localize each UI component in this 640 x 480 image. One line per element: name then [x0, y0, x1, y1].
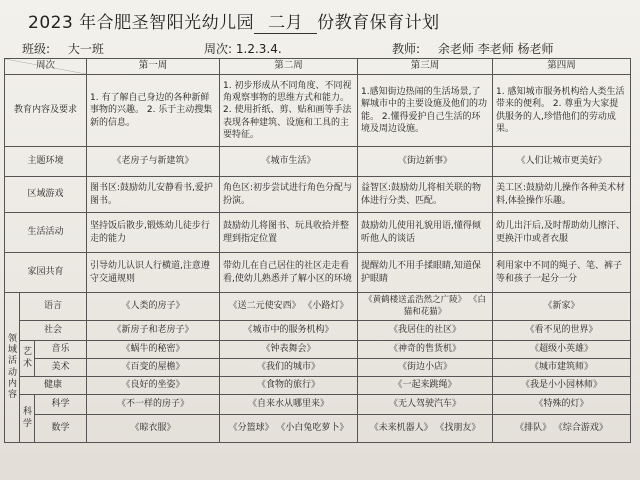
plan-cell: 鼓励幼儿使用礼貌用语,懂得倾听他人的谈话 — [358, 213, 493, 253]
plan-cell: 带幼儿在自己居住的社区走走看看,使幼儿熟悉并了解小区的环境 — [220, 253, 358, 293]
row-label: 主题环境 — [5, 147, 87, 177]
week-info — [204, 40, 282, 57]
week-header: 第二周 — [220, 59, 358, 75]
week-label: 周次: — [204, 42, 233, 56]
plan-cell: 《人类的房子》 — [87, 293, 220, 321]
subject-label: 音乐 — [35, 341, 87, 359]
class-value: 大一班 — [67, 42, 104, 56]
plan-cell: 《良好的坐姿》 — [87, 377, 220, 395]
row-label: 生活活动 — [5, 213, 87, 253]
plan-cell: 《城市中的服务机构》 — [220, 321, 358, 341]
plan-cell: 幼儿出汗后,及时帮助幼儿擦汗、更换汗巾或者衣服 — [493, 213, 631, 253]
table-row — [5, 377, 631, 395]
week-value: 1.2.3.4. — [235, 42, 282, 56]
plan-cell: 益智区:鼓励幼儿将相关联的物体进行分类、匹配。 — [358, 177, 493, 213]
plan-cell: 引导幼儿认识人行横道,注意遵守交通规则 — [87, 253, 220, 293]
teacher-label: 教师: — [392, 42, 421, 56]
row-label: 家园共育 — [5, 253, 87, 293]
subject-label: 健康 — [20, 377, 87, 395]
subject-label: 数学 — [35, 415, 87, 443]
plan-cell: 《排队》 《综合游戏》 — [493, 415, 631, 443]
plan-cell: 《街边新事》 — [358, 147, 493, 177]
week-header: 第四周 — [493, 59, 631, 75]
subject-label: 科学 — [35, 395, 87, 415]
table-row — [5, 341, 631, 359]
plan-cell: 角色区:初步尝试进行角色分配与扮演。 — [220, 177, 358, 213]
plan-cell: 《送二元使安西》 《小路灯》 — [220, 293, 358, 321]
row-label: 区域游戏 — [5, 177, 87, 213]
table-row — [5, 213, 631, 253]
class-info — [22, 40, 104, 57]
plan-cell: 利用家中不同的绳子、笔、裤子等和孩子一起分一分 — [493, 253, 631, 293]
domain-section-label: 领域活动内容 — [5, 293, 20, 443]
plan-cell: 《食物的旅行》 — [220, 377, 358, 395]
plan-cell: 《人们让城市更美好》 — [493, 147, 631, 177]
teacher-value: 余老师 李老师 杨老师 — [437, 42, 554, 56]
plan-cell: 美工区:鼓励幼儿操作各种美术材料,体验操作乐趣。 — [493, 177, 631, 213]
plan-cell: 《我们的城市》 — [220, 359, 358, 377]
science-group-label: 科学 — [20, 395, 35, 443]
plan-cell: 《我是小小园林师》 — [493, 377, 631, 395]
plan-cell: 《百变的屋檐》 — [87, 359, 220, 377]
class-label: 班级: — [22, 42, 51, 56]
plan-cell: 《新家》 — [493, 293, 631, 321]
art-group-label: 艺术 — [20, 341, 35, 377]
table-row — [5, 321, 631, 341]
corner-label: 周次 — [35, 60, 55, 72]
plan-cell: 1. 感知城市服务机构给人类生活带来的便利。 2. 尊重为大家提供服务的人,珍惜他们的劳动成果。 — [493, 75, 631, 147]
plan-cell: 《超级小英雄》 — [493, 341, 631, 359]
plan-cell: 《我居住的社区》 — [358, 321, 493, 341]
table-row — [5, 359, 631, 377]
subject-label: 美术 — [35, 359, 87, 377]
week-header: 第三周 — [358, 59, 493, 75]
plan-cell: 《自来水从哪里来》 — [220, 395, 358, 415]
plan-cell: 《看不见的世界》 — [493, 321, 631, 341]
corner-cell — [5, 59, 87, 75]
plan-cell: 《蜗牛的秘密》 — [87, 341, 220, 359]
subject-label: 社会 — [20, 321, 87, 341]
plan-cell: 《无人驾驶汽车》 — [358, 395, 493, 415]
plan-cell: 《钟表舞会》 — [220, 341, 358, 359]
document-title — [28, 8, 628, 34]
plan-cell: 1. 有了解自己身边的各种新鲜事物的兴趣。 2. 乐于主动搜集新的信息。 — [87, 75, 220, 147]
table-row — [5, 293, 631, 321]
plan-cell: 《未来机器人》 《找朋友》 — [358, 415, 493, 443]
subject-label: 语言 — [20, 293, 87, 321]
table-row — [5, 415, 631, 443]
plan-cell: 1. 初步形成从不同角度、不同视角观察事物的思维方式和能力。 2. 使用折纸、剪、贴和画等手法表现各种建筑、设施和工具的主要特征。 — [220, 75, 358, 147]
plan-cell: 《神奇的售货机》 — [358, 341, 493, 359]
plan-cell: 《城市生活》 — [220, 147, 358, 177]
title-prefix: 2023 年合肥圣智阳光幼儿园 — [28, 13, 255, 33]
plan-cell: 鼓励幼儿将图书、玩具收拾并整理到指定位置 — [220, 213, 358, 253]
plan-cell: 图书区:鼓励幼儿安静看书,爱护图书。 — [87, 177, 220, 213]
table-row — [5, 177, 631, 213]
plan-cell: 《街边小店》 — [358, 359, 493, 377]
row-label: 教育内容及要求 — [5, 75, 87, 147]
plan-cell: 《特殊的灯》 — [493, 395, 631, 415]
plan-cell: 《晾衣服》 — [87, 415, 220, 443]
plan-cell: 坚持饭后散步,锻炼幼儿徒步行走的能力 — [87, 213, 220, 253]
header-row — [5, 59, 631, 75]
plan-cell: 《老房子与新建筑》 — [87, 147, 220, 177]
week-header: 第一周 — [87, 59, 220, 75]
plan-cell: 《不一样的房子》 — [87, 395, 220, 415]
title-month: 二月 — [254, 8, 317, 34]
plan-cell: 《黄鹤楼送孟浩然之广陵》 《白猫和花猫》 — [358, 293, 493, 321]
teacher-info — [392, 40, 554, 57]
title-suffix: 份教育保育计划 — [317, 13, 440, 33]
plan-table — [4, 58, 631, 443]
plan-cell: 《分篮球》 《小白兔吃萝卜》 — [220, 415, 358, 443]
plan-cell: 《城市建筑师》 — [493, 359, 631, 377]
plan-cell: 《新房子和老房子》 — [87, 321, 220, 341]
table-row — [5, 395, 631, 415]
plan-cell: 《一起来跳绳》 — [358, 377, 493, 395]
plan-cell: 1.感知街边热闹的生活场景,了解城市中的主要设施及他们的功能。 2.懂得爱护自己生活的环境及周边设施。 — [358, 75, 493, 147]
plan-cell: 提醒幼儿不用手揉眼睛,知道保护眼睛 — [358, 253, 493, 293]
table-row — [5, 147, 631, 177]
table-row — [5, 75, 631, 147]
table-row — [5, 253, 631, 293]
